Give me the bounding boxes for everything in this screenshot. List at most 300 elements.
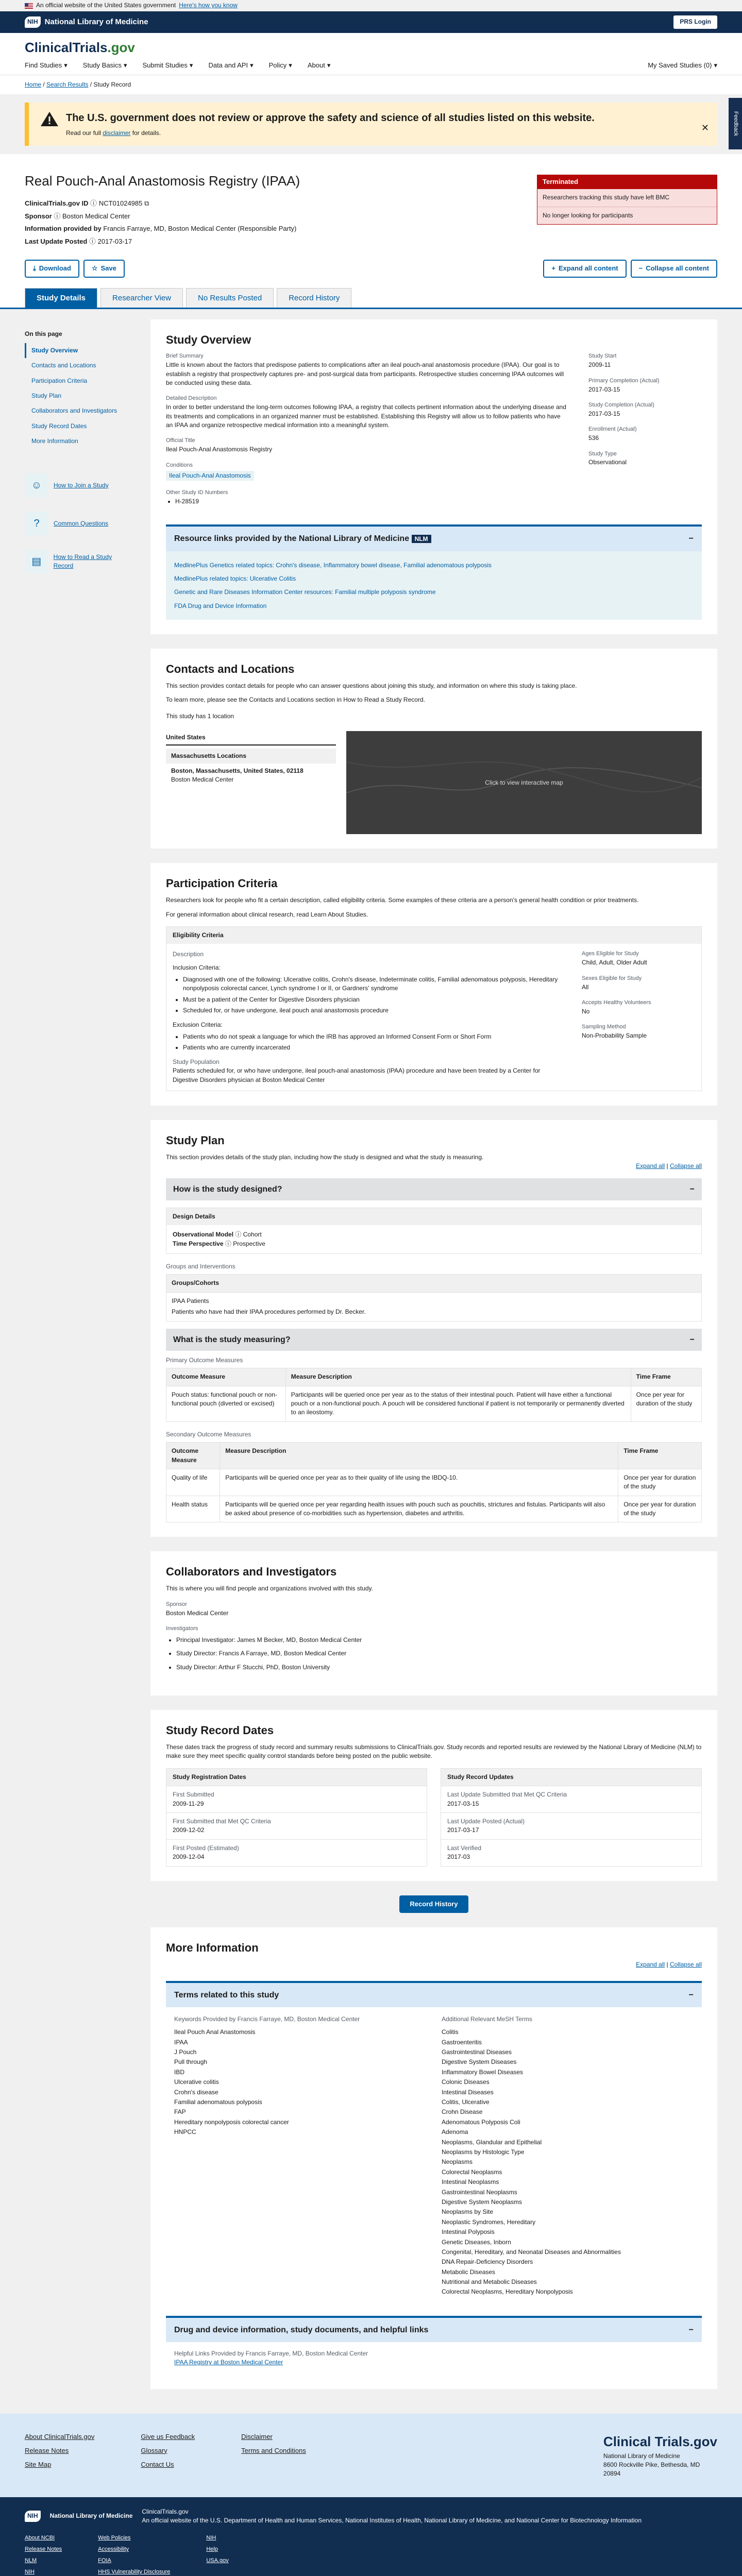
footer-link-grid <box>25 2534 717 2576</box>
sidebar-label: On this page <box>25 330 62 338</box>
alert-text-pre: Read our full <box>66 129 102 137</box>
breadcrumb: Home / Search Results / Study Record <box>0 75 742 94</box>
id-label: ClinicalTrials.gov ID <box>25 199 89 207</box>
table-cell: Participants will be queried once per year as to the status of their intestinal pouch. Patient will have either a functional pouch or a non-functional pouch. A pouch will be considered functional if patient is not temporarily or permanently diverted to an ileostomy. <box>285 1386 631 1421</box>
keyword-item: Hereditary nonpolyposis colorectal cancer <box>174 2118 289 2126</box>
help-link-label[interactable]: How to Read a Study Record <box>53 553 112 570</box>
info-icon[interactable]: ⓘ <box>54 212 61 220</box>
nlm-link-row[interactable]: FDA Drug and Device Information <box>174 602 267 609</box>
nav-label: Policy <box>268 61 287 69</box>
nav-label: About <box>307 61 325 69</box>
terms-grid <box>166 2007 702 2304</box>
detailed-description <box>166 395 568 430</box>
field-value: Child, Adult, Older Adult <box>582 959 647 967</box>
table-row <box>166 1469 702 1496</box>
prs-login-button[interactable]: PRS Login <box>673 15 717 28</box>
sidebar-item-dates[interactable]: Study Record Dates <box>31 422 87 430</box>
table-cell: Participants will be queried once per year as to their quality of life using the IBDQ-10. <box>220 1469 618 1496</box>
field-label: Primary Completion (Actual) <box>588 377 660 384</box>
population-text: Patients scheduled for, or who have undergone, ileal pouch-anal anastomosis (IPAA) procedure and have been treated by a Center for Digestive Disorders physician at Boston Medical Center <box>173 1067 541 1083</box>
breadcrumb-search-results[interactable]: Search Results <box>46 80 89 88</box>
nlm-body <box>166 551 702 620</box>
date-row <box>166 1812 427 1839</box>
footer-link[interactable]: Contact Us <box>141 2460 174 2468</box>
mesh-term-item: Gastrointestinal Neoplasms <box>442 2188 517 2196</box>
update-dates <box>441 1768 702 1867</box>
design-accordion[interactable] <box>166 1178 702 1200</box>
info-icon[interactable]: ⓘ <box>235 1231 242 1239</box>
date-value: 2009-11-29 <box>173 1800 204 1807</box>
footer-link[interactable]: NIH <box>25 2569 35 2575</box>
location-map[interactable] <box>346 731 702 834</box>
nlm-resources <box>166 524 702 620</box>
mesh-term-item: Metabolic Diseases <box>442 2268 496 2276</box>
contacts-section <box>150 649 717 849</box>
mesh-term-item: Colonic Diseases <box>442 2078 490 2086</box>
table-cell: Once per year for duration of the study <box>618 1496 702 1522</box>
group-name: IPAA Patients <box>172 1297 209 1304</box>
mesh-term-item: Intestinal Neoplasms <box>442 2178 499 2186</box>
nav-label: Submit Studies <box>142 61 188 69</box>
condition-chip[interactable]: Ileal Pouch-Anal Anastomosis <box>166 471 254 481</box>
collab-intro: This is where you will find people and organizations involved with this study. <box>166 1585 373 1592</box>
footer-link[interactable]: Help <box>206 2546 218 2553</box>
info-icon[interactable]: ⓘ <box>89 238 96 246</box>
collapse-all-button[interactable] <box>631 260 717 278</box>
save-button[interactable] <box>83 260 125 278</box>
nlm-title-text: Resource links provided by the National Library of Medicine <box>174 534 410 544</box>
footer-nlm-title[interactable]: National Library of Medicine <box>49 2512 133 2520</box>
help-links <box>25 473 133 573</box>
table-header-row <box>166 1368 702 1386</box>
investigator-list <box>166 1633 702 1674</box>
collab-sponsor <box>166 1601 702 1618</box>
chevron-down-icon: ▾ <box>250 61 254 69</box>
mesh-term-item: Congenital, Hereditary, and Neonatal Diseases and Abnormalities <box>442 2248 621 2256</box>
overview-main <box>166 352 568 513</box>
secondary-outcomes-table <box>166 1442 702 1522</box>
nlm-logo[interactable] <box>25 16 148 28</box>
info-provider: Francis Farraye, MD, Boston Medical Center (Responsible Party) <box>103 225 297 233</box>
nav-data-api[interactable] <box>208 61 253 71</box>
participation-general: For general information about clinical research, read Learn About Studies. <box>166 910 368 918</box>
footer-col-3 <box>241 2432 306 2479</box>
accordion-title: Terms related to this study <box>174 1990 279 1999</box>
conditions <box>166 462 568 482</box>
drug-device-header[interactable] <box>166 2318 702 2342</box>
section-title: Collaborators and Investigators <box>166 1565 337 1579</box>
table-cell: Once per year for duration of the study <box>631 1386 701 1421</box>
location-item <box>166 764 336 788</box>
help-link-label[interactable]: Common Questions <box>54 519 109 527</box>
mesh-term-item: Colitis, Ulcerative <box>442 2098 490 2106</box>
brand-tld: .gov <box>107 40 135 55</box>
participation-intro: Researchers look for people who fit a certain description, called eligibility criteria. Some examples of these criteria are a person's general health condition or prior treatments. <box>166 896 639 904</box>
desc-label: Description <box>173 951 204 958</box>
breadcrumb-home[interactable]: Home <box>25 80 42 88</box>
header-main <box>0 33 742 75</box>
dates-intro: These dates track the progress of study record and summary results submissions to ClinicalTrials.gov. Study records and reported results are reviewed by the National Library of Medicine (NLM) to make sure they meet specific quality control standards before being posted on the public website. <box>166 1743 702 1760</box>
keyword-item: J Pouch <box>174 2048 197 2056</box>
mesh-term-item: Adenomatous Polyposis Coli <box>442 2118 520 2126</box>
header-top-bar <box>0 11 742 33</box>
left-actions <box>25 260 125 278</box>
nav-find-studies[interactable] <box>25 61 68 71</box>
perspective-value: Prospective <box>233 1240 265 1247</box>
updated-date: 2017-03-17 <box>97 238 132 246</box>
date-row <box>166 1839 427 1866</box>
plan-expand-controls: Expand all | Collapse all <box>636 1162 702 1170</box>
tab-study-details[interactable]: Study Details <box>25 288 97 308</box>
right-actions <box>543 260 717 278</box>
mesh-term-item: Gastrointestinal Diseases <box>442 2048 512 2056</box>
keyword-item: Ulcerative colitis <box>174 2078 219 2086</box>
table-cell: Pouch status: functional pouch or non-functional pouch (diverted or excised) <box>166 1386 286 1421</box>
nlm-link-row[interactable]: MedlinePlus Genetics related topics: Crohn's disease, Inflammatory bowel disease, Familial adenomatous polyposis <box>174 561 492 569</box>
expand-all-link[interactable]: Expand all <box>636 1961 665 1969</box>
document-icon: ▤ <box>25 550 48 573</box>
nlm-link-row[interactable]: MedlinePlus related topics: Ulcerative Colitis <box>174 575 296 583</box>
record-actions <box>25 248 717 280</box>
table-header: Measure Description <box>285 1368 631 1386</box>
footer-nih-row <box>25 2507 717 2526</box>
record-header <box>0 154 742 287</box>
mesh-term-item: Colitis <box>442 2028 459 2036</box>
nav-study-basics[interactable] <box>83 61 127 71</box>
investigator-item: • Study Director: Arthur F Stucchi, PhD, Boston University <box>176 1660 702 1674</box>
mesh-term-item: Digestive System Diseases <box>442 2058 517 2066</box>
mesh-term-item: Digestive System Neoplasms <box>442 2198 522 2206</box>
eligibility-description <box>173 950 566 1084</box>
mesh-term-item: Neoplasms by Histologic Type <box>442 2148 525 2156</box>
contacts-learn: To learn more, please see the Contacts and Locations section in How to Read a Study Record. <box>166 696 425 704</box>
field-label: Conditions <box>166 462 193 468</box>
footer-link[interactable]: Web Policies <box>98 2535 131 2541</box>
exclusion-item: • Patients who are currently incarcerated <box>183 1043 566 1052</box>
field-label: Detailed Description <box>166 395 217 402</box>
eligibility-body <box>166 944 701 1091</box>
expand-all-link[interactable]: Expand all <box>636 1162 665 1170</box>
study-id: NCT01024985 <box>98 199 143 207</box>
status-text: Researchers tracking this study have left BMC <box>537 189 717 206</box>
official-title <box>166 437 568 454</box>
sidebar <box>25 319 133 2403</box>
mesh-term-item: Gastroenteritis <box>442 2038 482 2046</box>
terms-header[interactable] <box>166 1983 702 2007</box>
footer-link[interactable]: FOIA <box>98 2557 111 2564</box>
alert-title: The U.S. government does not review or approve the safety and science of all studies listed on this website. <box>66 112 595 124</box>
section-title: Study Record Dates <box>166 1724 274 1737</box>
meta-info <box>25 223 717 235</box>
table-header: Outcome Measure <box>166 1368 286 1386</box>
table-header: Time Frame <box>631 1368 701 1386</box>
minus-icon: − <box>638 264 643 272</box>
other-id: • H-28519 <box>175 497 568 506</box>
participation-section <box>150 863 717 1106</box>
main-content <box>150 319 717 2403</box>
model-row <box>173 1230 695 1239</box>
date-label: Last Verified <box>447 1844 482 1852</box>
field-label: Study Start <box>588 353 617 360</box>
download-label: Download <box>39 264 71 272</box>
alert-text <box>66 129 595 138</box>
download-button[interactable] <box>25 260 79 278</box>
meta-updated <box>25 235 717 248</box>
nlm-logo-text: National Library of Medicine <box>44 18 148 27</box>
dates-heading: Study Registration Dates <box>166 1769 427 1786</box>
date-value: 2017-03-17 <box>447 1826 479 1834</box>
keyword-item: HNPCC <box>174 2128 196 2136</box>
inclusion-label: Inclusion Criteria: <box>173 963 221 971</box>
date-value: 2017-03-15 <box>447 1800 479 1807</box>
location-list <box>166 731 336 834</box>
footer-address: National Library of Medicine <box>603 2452 680 2460</box>
tab-results[interactable]: No Results Posted <box>186 288 274 308</box>
location-name: Boston Medical Center <box>171 776 234 784</box>
disclaimer-link[interactable]: disclaimer <box>103 129 131 137</box>
warning-icon <box>40 111 59 127</box>
mesh-term-item: Crohn Disease <box>442 2108 483 2116</box>
footer-links-col <box>206 2534 228 2576</box>
feedback-tab[interactable]: Feedback <box>729 98 742 149</box>
date-label: First Posted (Estimated) <box>173 1844 239 1852</box>
expand-all-button[interactable] <box>543 260 626 278</box>
chevron-down-icon: ▾ <box>64 61 68 69</box>
table-row <box>166 1496 702 1522</box>
gov-banner-text: An official website of the United States government <box>36 2 176 9</box>
collab-investigators <box>166 1625 702 1674</box>
footer-logo[interactable]: Clinical Trials.gov <box>603 2433 717 2449</box>
footer-link[interactable]: Release Notes <box>25 2546 62 2553</box>
minus-icon: − <box>689 1335 695 1344</box>
status-badge: Terminated <box>537 175 717 189</box>
record-dates-section <box>150 1710 717 1880</box>
field-label: Investigators <box>166 1625 198 1632</box>
site-footer <box>0 2414 742 2576</box>
field-label: Official Title <box>166 437 195 444</box>
footer-link[interactable]: NLM <box>25 2557 37 2564</box>
other-ids <box>166 489 568 506</box>
info-icon[interactable]: ⓘ <box>90 199 97 207</box>
nih-badge: NIH <box>25 16 41 27</box>
chevron-down-icon: ▾ <box>327 61 331 69</box>
study-overview-section <box>150 319 717 634</box>
download-icon: ⤓ <box>33 264 36 272</box>
record-tabs <box>0 288 742 310</box>
measure-accordion[interactable] <box>166 1329 702 1351</box>
helpful-label: Helpful Links Provided by Francis Farraye, MD, Boston Medical Center <box>174 2350 368 2358</box>
date-row <box>441 1839 701 1866</box>
date-label: Last Update Submitted that Met QC Criteria <box>447 1791 567 1799</box>
updated-label: Last Update Posted <box>25 238 88 246</box>
tab-record-history[interactable]: Record History <box>277 288 351 308</box>
footer-link[interactable]: NIH <box>206 2535 216 2541</box>
saved-studies-link[interactable] <box>648 61 717 71</box>
drug-device-body <box>166 2342 702 2375</box>
date-label: First Submitted <box>173 1791 214 1799</box>
sidebar-item-more-info[interactable]: More Information <box>31 437 78 445</box>
site-header <box>0 11 742 75</box>
overview-grid <box>166 352 702 513</box>
design-label: Design Details <box>166 1208 701 1225</box>
field-label: Brief Summary <box>166 353 204 360</box>
footer-link[interactable]: Release Notes <box>25 2446 69 2454</box>
footer-links-col <box>98 2534 170 2576</box>
table-header: Measure Description <box>220 1443 618 1469</box>
overview-aside <box>588 352 702 513</box>
sidebar-item-overview[interactable]: Study Overview <box>25 343 133 358</box>
sidebar-item-collaborators[interactable]: Collaborators and Investigators <box>31 407 117 415</box>
question-icon: ? <box>25 512 48 535</box>
minus-icon: − <box>688 1990 694 1999</box>
field-value: Ileal Pouch-Anal Anastomosis Registry <box>166 446 273 453</box>
copy-icon[interactable]: ⧉ <box>144 199 149 207</box>
footer-link[interactable]: Accessibility <box>98 2546 129 2553</box>
map-label: Click to view interactive map <box>485 778 563 786</box>
site-brand[interactable] <box>25 38 717 58</box>
date-row <box>441 1812 701 1839</box>
help-link-questions[interactable] <box>25 512 133 535</box>
nlm-link-row[interactable]: Genetic and Rare Diseases Information Center resources: Familial multiple polyposis syndrome <box>174 588 436 596</box>
terms-accordion <box>166 1981 702 2304</box>
keyword-item: IPAA <box>174 2038 188 2046</box>
info-icon[interactable]: ⓘ <box>225 1240 231 1247</box>
field-label: Sampling Method <box>582 1024 626 1030</box>
investigator-item: • Study Director: Francis A Farraye, MD, Boston Medical Center <box>176 1647 702 1660</box>
section-title: Participation Criteria <box>166 877 278 890</box>
chevron-down-icon: ▾ <box>289 61 292 69</box>
footer-link[interactable]: USA.gov <box>206 2557 229 2564</box>
mesh-label: Additional Relevant MeSH Terms <box>442 2015 532 2023</box>
minus-icon: − <box>689 1184 695 1194</box>
field-value: 2017-03-15 <box>588 410 620 417</box>
primary-outcomes-table <box>166 1368 702 1422</box>
plan-intro: This section provides details of the study plan, including how the study is designed and what the study is measuring. <box>166 1153 484 1161</box>
accordion-title: How is the study designed? <box>173 1184 282 1194</box>
date-value: 2009-12-02 <box>173 1826 205 1834</box>
investigator-item: • Principal Investigator: James M Becker, MD, Boston Medical Center <box>176 1633 702 1647</box>
nav-submit-studies[interactable] <box>142 61 193 71</box>
collapse-all-link[interactable]: Collapse all <box>669 1162 702 1170</box>
close-icon[interactable]: ✕ <box>701 122 709 133</box>
field-value: Little is known about the factors that predispose patients to complications after an ileal pouch-anal anastomosis procedure (IPAA). Our goal is to establish a registry that prospectively captures pre- and post-surgical data from participants. Retrospective studies concerning IPAA outcomes will be conducted using these data. <box>166 361 564 386</box>
keywords-column <box>174 2014 426 2297</box>
footer-link[interactable]: Site Map <box>25 2460 52 2468</box>
table-row <box>166 1386 702 1421</box>
table-header-row <box>166 1443 702 1469</box>
design-body <box>166 1225 701 1253</box>
section-title: Contacts and Locations <box>166 663 295 676</box>
help-link-read[interactable] <box>25 550 133 573</box>
record-history-wrap <box>150 1895 717 1913</box>
field-value: 2009-11 <box>588 361 611 369</box>
gov-banner-link[interactable]: Here's how you know <box>179 2 238 9</box>
secondary-label: Secondary Outcome Measures <box>166 1430 251 1438</box>
sidebar-item-plan[interactable]: Study Plan <box>31 392 62 399</box>
exclusion-label: Exclusion Criteria: <box>173 1021 223 1028</box>
footer-col-1 <box>25 2432 94 2479</box>
more-info-section <box>150 1927 717 2388</box>
nav-policy[interactable] <box>269 61 292 71</box>
footer-link[interactable]: About NCBI <box>25 2535 55 2541</box>
table-cell <box>166 1292 702 1321</box>
footer-link[interactable]: Glossary <box>141 2446 167 2454</box>
eligibility-facts <box>582 950 695 1084</box>
help-link-join[interactable] <box>25 473 133 497</box>
more-expand-controls: Expand all | Collapse all <box>636 1961 702 1969</box>
footer-link[interactable]: Terms and Conditions <box>241 2446 306 2454</box>
info-label: Information provided by <box>25 225 102 233</box>
sidebar-item-participation[interactable]: Participation Criteria <box>31 377 88 384</box>
nav-label: Data and API <box>208 61 248 69</box>
alert-text-post: for details. <box>132 129 161 137</box>
field-value: All <box>582 983 589 991</box>
tab-researcher-view[interactable]: Researcher View <box>100 288 183 308</box>
date-row <box>441 1786 701 1812</box>
helpful-link[interactable]: IPAA Registry at Boston Medical Center <box>174 2359 283 2366</box>
keyword-item: Familial adenomatous polyposis <box>174 2098 262 2106</box>
field-label: Sponsor <box>166 1601 187 1607</box>
footer-official-text: An official website of the U.S. Department of Health and Human Services, National Institutes of Health, National Library of Medicine, and National Center for Biotechnology Information <box>142 2517 642 2524</box>
section-title: Study Overview <box>166 333 251 347</box>
people-icon: ☺ <box>25 473 48 497</box>
sampling <box>582 1023 695 1040</box>
field-value: Boston Medical Center <box>166 1609 229 1617</box>
footer-link[interactable]: Disclaimer <box>241 2432 273 2441</box>
study-type <box>588 450 702 467</box>
chevron-down-icon: ▾ <box>189 61 193 69</box>
recruitment-status <box>537 175 717 225</box>
footer-col-2 <box>141 2432 195 2479</box>
population-label: Study Population <box>173 1058 220 1065</box>
sidebar-item-contacts[interactable]: Contacts and Locations <box>31 362 96 369</box>
collaborators-section <box>150 1551 717 1696</box>
footer-link[interactable]: Give us Feedback <box>141 2432 195 2441</box>
footer-links-col <box>25 2534 62 2576</box>
study-completion <box>588 401 702 418</box>
collapse-all-link[interactable]: Collapse all <box>669 1961 702 1969</box>
record-history-button[interactable]: Record History <box>399 1895 468 1913</box>
table-header-row <box>166 1275 702 1292</box>
table-cell: Once per year for duration of the study <box>618 1469 702 1496</box>
footer-columns <box>25 2432 306 2479</box>
keyword-item: Crohn's disease <box>174 2088 218 2096</box>
dates-grid <box>166 1768 702 1867</box>
exclusion-item: • Patients who do not speak a language for which the IRB has approved an Informed Consent Form or Short Form <box>183 1032 566 1041</box>
healthy-volunteers <box>582 999 695 1016</box>
footer-link[interactable]: About ClinicalTrials.gov <box>25 2432 95 2441</box>
dates-heading: Study Record Updates <box>441 1769 701 1786</box>
mesh-term-item: Neoplasms by Site <box>442 2208 494 2216</box>
footer-link[interactable]: HHS Vulnerability Disclosure <box>98 2569 171 2575</box>
date-row <box>166 1786 427 1812</box>
keywords-label: Keywords Provided by Francis Farraye, MD, Boston Medical Center <box>174 2015 360 2023</box>
registration-dates <box>166 1768 427 1867</box>
field-label: Ages Eligible for Study <box>582 951 639 957</box>
footer-top <box>0 2414 742 2497</box>
field-value: 536 <box>588 434 599 442</box>
field-label: Enrollment (Actual) <box>588 426 637 433</box>
nlm-header[interactable] <box>166 527 702 551</box>
brief-summary <box>166 352 568 387</box>
collapse-label: Collapse all content <box>646 264 709 272</box>
help-link-label[interactable]: How to Join a Study <box>54 481 109 489</box>
model-value: Cohort <box>243 1231 262 1239</box>
field-value: Non-Probability Sample <box>582 1032 647 1040</box>
status-foot: No longer looking for participants <box>537 207 717 224</box>
contacts-intro: This section provides contact details for people who can answer questions about joining this study, and information on where this study is taking place. <box>166 682 577 690</box>
nav-about[interactable] <box>308 61 331 71</box>
